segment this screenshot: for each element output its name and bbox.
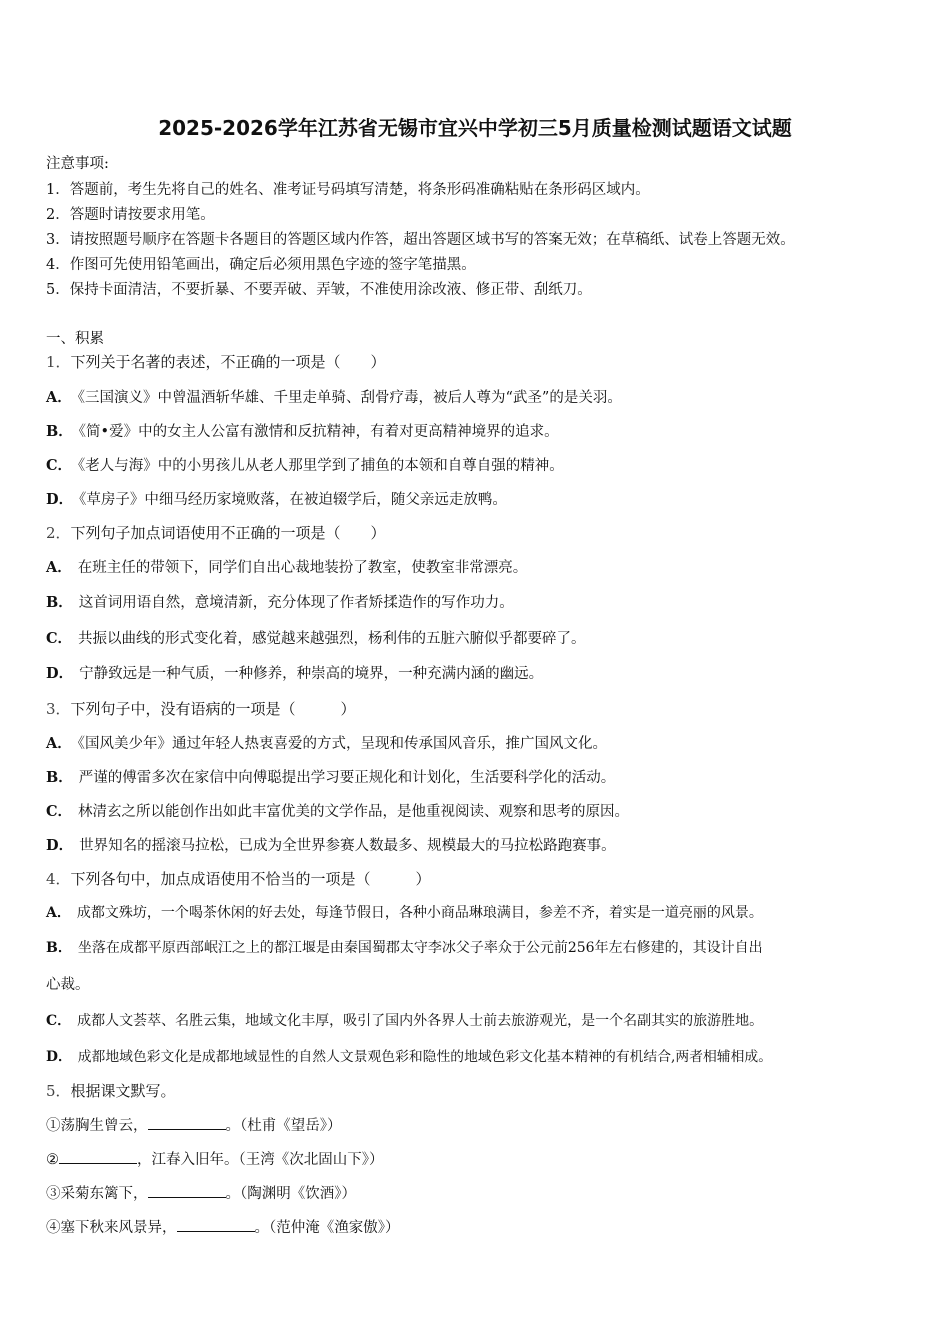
option-text: 《三国演义》中曾温酒斩华雄、千里走单骑、刮骨疗毒，被后人尊为“武圣”的是关羽。 <box>77 390 622 406</box>
option-text: 林清玄之所以能创作出如此丰富优美的文学作品，是他重视阅读、观察和思考的原因。 <box>78 804 630 820</box>
notice-item: 3．请按照题号顺序在答题卡各题目的答题区域内作答，超出答题区域书写的答案无效；在草稿纸、试卷上答题无效。 <box>46 232 795 248</box>
option-line <box>46 732 607 753</box>
option-label: A． <box>46 559 72 576</box>
blank-suffix: 。（陶渊明《饮酒》） <box>225 1186 356 1202</box>
option-label: C． <box>46 1013 72 1029</box>
question-stem <box>46 698 356 719</box>
blank-suffix: 。（范仲淹《渔家傲》） <box>254 1220 400 1236</box>
option-line <box>46 454 564 475</box>
question-text: 下列关于名著的表述，不正确的一项是（ ） <box>70 353 386 371</box>
option-text: 成都人文荟萃、名胜云集，地域文化丰厚，吸引了国内外各界人士前去旅游观光，是一个名副其实的旅游胜地。 <box>77 1013 764 1029</box>
fill-blank-item <box>46 1216 400 1237</box>
question-number: 1． <box>46 353 71 371</box>
option-label: B． <box>46 594 73 611</box>
question-text: 下列各句中，加点成语使用不恰当的一项是（ ） <box>70 870 431 888</box>
section-heading: 一、积累 <box>46 331 104 347</box>
option-line <box>46 488 507 509</box>
option-label: C． <box>46 457 73 474</box>
option-line <box>46 834 616 855</box>
option-label: D． <box>46 665 74 682</box>
option-label: B． <box>46 940 72 956</box>
fill-blank-item <box>46 1148 384 1169</box>
option-text: 《国风美少年》通过年轻人热衷喜爱的方式，呈现和传承国风音乐，推广国风文化。 <box>77 736 608 752</box>
blank-prefix: ③采菊东篱下， <box>46 1186 148 1202</box>
question-stem <box>46 351 386 372</box>
question-number: 5． <box>46 1082 71 1100</box>
question-text: 根据课文默写。 <box>70 1082 176 1100</box>
fill-blank-item <box>46 1182 356 1203</box>
answer-blank[interactable] <box>148 1185 226 1198</box>
option-text: 宁静致远是一种气质，一种修养，种崇高的境界，一种充满内涵的幽远。 <box>79 666 544 682</box>
option-line <box>46 420 559 441</box>
page-title: 2025-2026学年江苏省无锡市宜兴中学初三5月质量检测试题语文试题 <box>158 116 792 140</box>
option-text: 坐落在成都平原西部岷江之上的都江堰是由秦国蜀郡太守李冰父子率众于公元前256年左右修建的，其设计自出 <box>77 940 763 956</box>
option-text: 成都文殊坊，一个喝茶休闲的好去处，每逢节假日，各种小商品琳琅满目，参差不齐，着实是一道亮丽的风景。 <box>76 905 763 921</box>
option-line <box>46 1010 763 1030</box>
question-number: 2． <box>46 524 71 542</box>
question-text: 下列句子中，没有语病的一项是（ ） <box>70 700 356 718</box>
option-text: 在班主任的带领下，同学们自出心裁地装扮了教室，使教室非常漂亮。 <box>77 560 528 576</box>
option-text: 成都地域色彩文化是成都地域显性的自然人文景观色彩和隐性的地域色彩文化基本精神的有机结合,两者相辅相成。 <box>77 1049 772 1065</box>
option-label: B． <box>46 769 73 786</box>
option-label: A． <box>46 735 72 752</box>
option-text: 《简•爱》中的女主人公富有激情和反抗精神，有着对更高精神境界的追求。 <box>78 424 559 440</box>
option-line <box>46 800 629 821</box>
option-line <box>46 902 763 922</box>
blank-prefix: ①荡胸生曾云， <box>46 1118 148 1134</box>
option-text: 《草房子》中细马经历家境败落，在被迫辍学后，随父亲远走放鸭。 <box>79 492 507 508</box>
fill-blank-item <box>46 1114 342 1135</box>
option-line <box>46 591 514 612</box>
option-label: D． <box>46 837 74 854</box>
notice-item: 2．答题时请按要求用笔。 <box>46 207 215 223</box>
option-label: B． <box>46 423 73 440</box>
answer-blank[interactable] <box>59 1151 137 1164</box>
notice-item: 5．保持卡面清洁，不要折暴、不要弄破、弄皱，不准使用涂改液、修正带、刮纸刀。 <box>46 282 592 298</box>
option-label: D． <box>46 1049 72 1065</box>
question-text: 下列句子加点词语使用不正确的一项是（ ） <box>70 524 386 542</box>
option-text: 世界知名的摇滚马拉松，已成为全世界参赛人数最多、规模最大的马拉松路跑赛事。 <box>79 838 616 854</box>
option-label: A． <box>46 389 72 406</box>
question-number: 3． <box>46 700 71 718</box>
question-number: 4． <box>46 870 71 888</box>
option-line <box>46 937 763 957</box>
option-label: D． <box>46 491 74 508</box>
option-label: C． <box>46 630 73 647</box>
notice-heading: 注意事项: <box>46 156 109 172</box>
option-text: 这首词用语自然，意境清新，充分体现了作者矫揉造作的写作功力。 <box>78 595 514 611</box>
option-text: 严谨的傅雷多次在家信中向傅聪提出学习要正规化和计划化，生活要科学化的活动。 <box>78 770 616 786</box>
option-line <box>46 627 586 648</box>
question-stem <box>46 1080 176 1101</box>
option-line <box>46 556 527 577</box>
answer-blank[interactable] <box>148 1117 226 1130</box>
blank-prefix: ④塞下秋来风景异， <box>46 1220 177 1236</box>
question-stem <box>46 522 386 543</box>
option-label: A． <box>46 905 71 921</box>
blank-suffix: 。（杜甫《望岳》） <box>225 1118 342 1134</box>
option-text: 《老人与海》中的小男孩儿从老人那里学到了捕鱼的本领和自尊自强的精神。 <box>78 458 564 474</box>
blank-suffix: ，江春入旧年。（王湾《次北固山下》） <box>137 1152 384 1168</box>
option-line <box>46 386 622 407</box>
notice-item: 4．作图可先使用铅笔画出，确定后必须用黑色字迹的签字笔描黑。 <box>46 257 476 273</box>
option-line <box>46 1045 772 1065</box>
option-text: 共振以曲线的形式变化着，感觉越来越强烈，杨利伟的五脏六腑似乎都要碎了。 <box>78 631 586 647</box>
blank-prefix: ② <box>46 1152 59 1168</box>
option-label: C． <box>46 803 73 820</box>
notice-item: 1．答题前，考生先将自己的姓名、准考证号码填写清楚，将条形码准确粘贴在条形码区域内。 <box>46 182 650 198</box>
option-line <box>46 766 615 787</box>
question-stem <box>46 868 431 889</box>
option-continuation: 心裁。 <box>46 977 90 993</box>
option-line <box>46 662 543 683</box>
answer-blank[interactable] <box>177 1219 255 1232</box>
